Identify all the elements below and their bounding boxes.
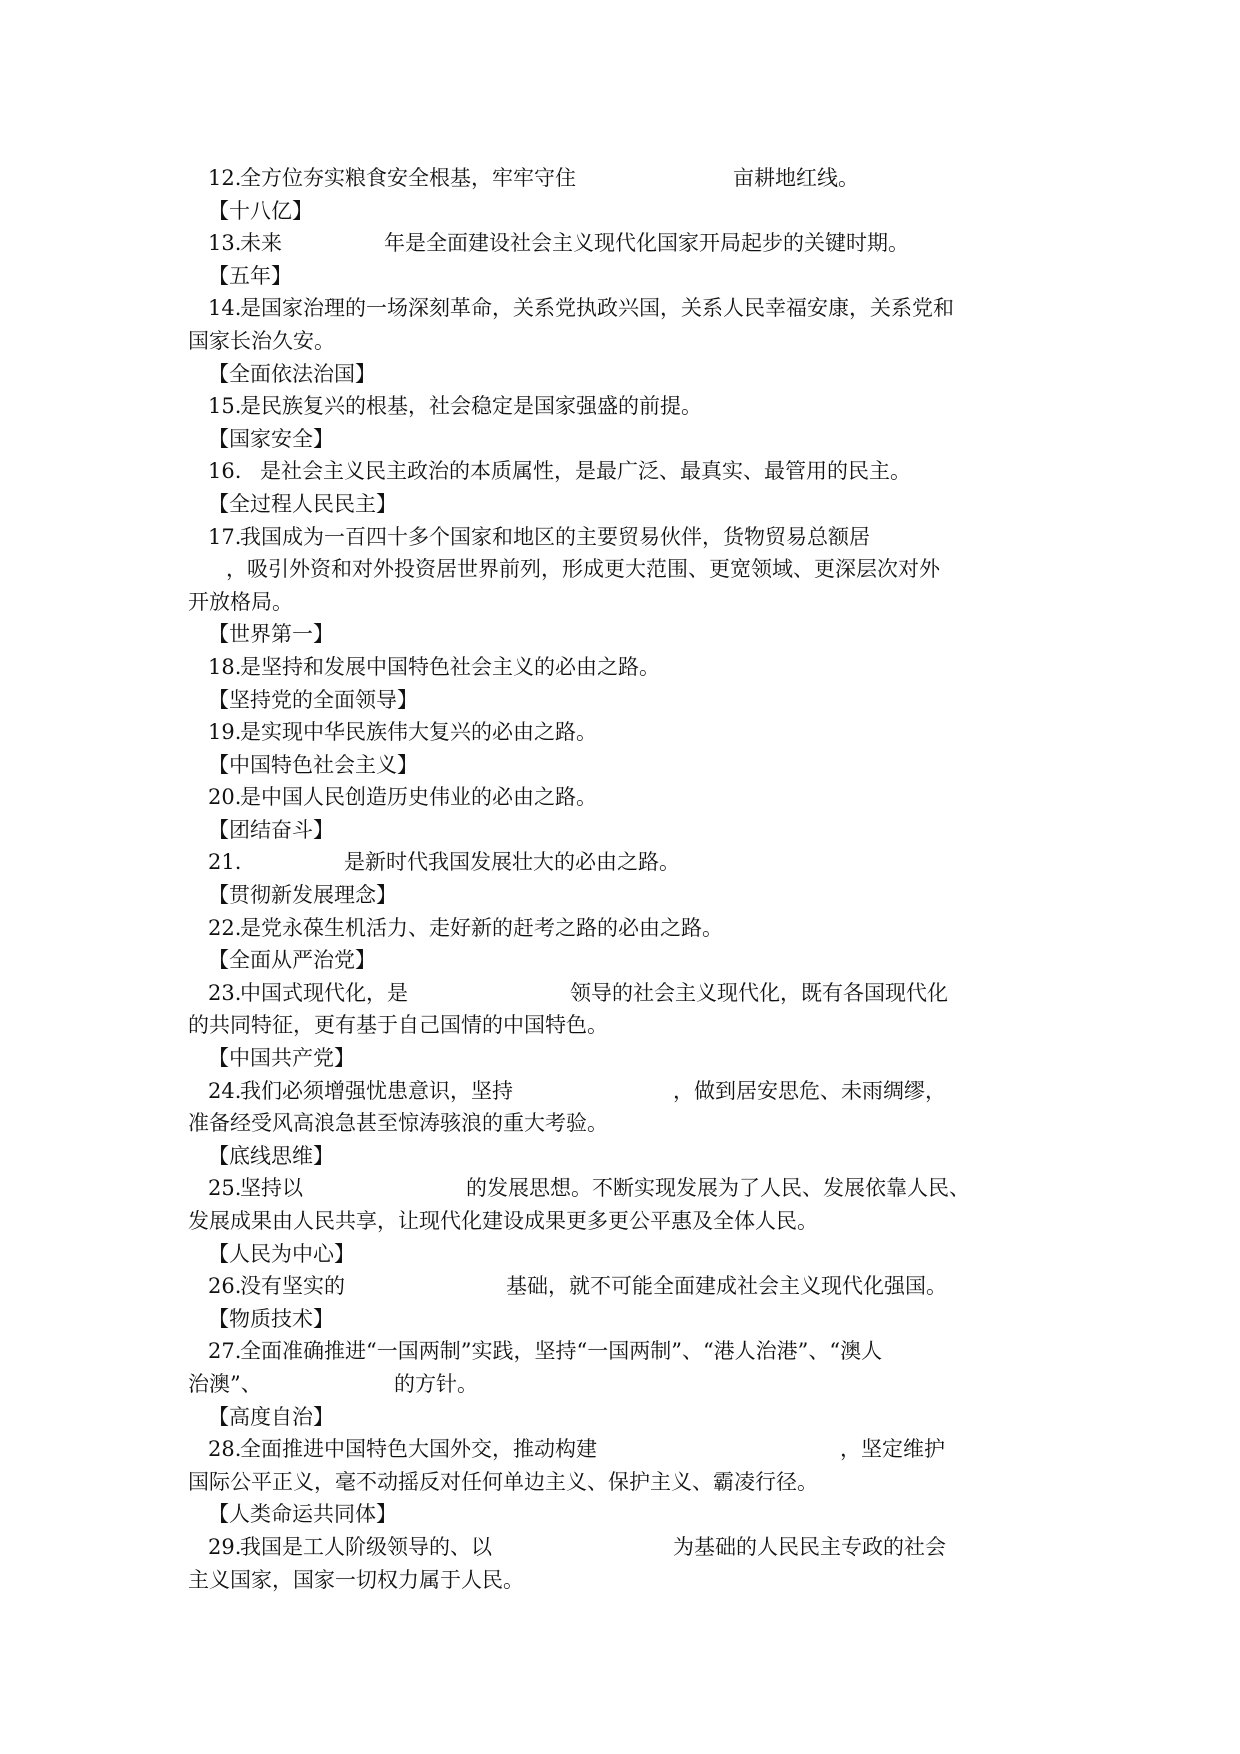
question-number: 26.	[208, 1274, 242, 1299]
question-25-line-1	[188, 1172, 1073, 1205]
answer-text: 【中国特色社会主义】	[208, 752, 418, 777]
answer-18	[188, 684, 1073, 717]
question-text: 全面准确推进“一国两制”实践，坚持“一国两制”、“港人治港”、“澳人	[240, 1339, 883, 1364]
answer-22	[188, 944, 1073, 977]
answer-17	[188, 618, 1073, 651]
answer-21	[188, 879, 1073, 912]
answer-text: 【贯彻新发展理念】	[208, 883, 397, 908]
question-text: 是党永葆生机活力、走好新的赶考之路的必由之路。	[240, 915, 723, 940]
answer-text: 【坚持党的全面领导】	[208, 687, 418, 712]
question-21-line-1	[188, 846, 1073, 879]
question-17-line-1	[188, 521, 1073, 554]
question-29-line-1	[188, 1531, 1073, 1564]
question-27-line-1	[188, 1335, 1073, 1368]
question-text: 年是全面建设社会主义现代化国家开局起步的关键时期。	[384, 231, 909, 256]
question-number: 16.	[208, 459, 242, 484]
question-24-line-1	[188, 1075, 1073, 1108]
answer-text: 【全面从严治党】	[208, 948, 376, 973]
question-number: 24.	[208, 1078, 242, 1103]
answer-text: 【底线思维】	[208, 1143, 334, 1168]
question-19-line-1	[188, 716, 1073, 749]
answer-text: 【人类命运共同体】	[208, 1502, 397, 1527]
answer-text: 【国家安全】	[208, 426, 334, 451]
question-20-line-1	[188, 781, 1073, 814]
answer-19	[188, 749, 1073, 782]
question-text: ，吸引外资和对外投资居世界前列，形成更大范围、更宽领域、更深层次对外	[226, 557, 940, 582]
question-22-line-1	[188, 912, 1073, 945]
question-text: 是中国人民创造历史伟业的必由之路。	[240, 785, 597, 810]
answer-12	[188, 195, 1073, 228]
answer-text: 【五年】	[208, 263, 292, 288]
question-number: 17.	[208, 524, 242, 549]
question-text: 国际公平正义，毫不动摇反对任何单边主义、保护主义、霸凌行径。	[188, 1469, 818, 1494]
question-list	[188, 162, 1073, 1596]
question-23-line-2	[188, 1009, 1073, 1042]
answer-text: 【全面依法治国】	[208, 361, 376, 386]
question-number: 27.	[208, 1339, 242, 1364]
question-text: 是国家治理的一场深刻革命，关系党执政兴国，关系人民幸福安康，关系党和	[240, 296, 954, 321]
answer-20	[188, 814, 1073, 847]
question-text: 基础，就不可能全面建成社会主义现代化强国。	[506, 1274, 947, 1299]
question-text: 没有坚实的	[240, 1274, 345, 1299]
question-number: 14.	[208, 296, 242, 321]
question-text: 为基础的人民民主专政的社会	[673, 1534, 946, 1559]
question-number: 28.	[208, 1437, 242, 1462]
question-text: 是坚持和发展中国特色社会主义的必由之路。	[240, 654, 660, 679]
question-text: 全方位夯实粮食安全根基，牢牢守住	[240, 166, 576, 190]
question-text: 我国是工人阶级领导的、以	[240, 1534, 492, 1559]
answer-15	[188, 423, 1073, 456]
question-number: 13.	[208, 231, 242, 256]
answer-text: 【世界第一】	[208, 622, 334, 647]
question-text: 是社会主义民主政治的本质属性，是最广泛、最真实、最管用的民主。	[260, 459, 911, 484]
question-number: 29.	[208, 1534, 242, 1559]
question-text: 未来	[240, 231, 282, 256]
question-text: 的方针。	[394, 1371, 478, 1396]
question-25-line-2	[188, 1205, 1073, 1238]
question-text: ，做到居安思危、未雨绸缪，	[673, 1078, 946, 1103]
answer-13	[188, 260, 1073, 293]
question-29-line-2	[188, 1564, 1073, 1597]
question-text: 准备经受风高浪急甚至惊涛骇浪的重大考验。	[188, 1111, 608, 1136]
question-12-line-1	[188, 162, 1073, 195]
question-14-line-1	[188, 292, 1073, 325]
question-text: 开放格局。	[188, 589, 293, 614]
answer-23	[188, 1042, 1073, 1075]
question-text: 是民族复兴的根基，社会稳定是国家强盛的前提。	[240, 394, 702, 419]
answer-text: 【全过程人民民主】	[208, 491, 397, 516]
question-14-line-2	[188, 325, 1073, 358]
question-text: 主义国家，国家一切权力属于人民。	[188, 1567, 524, 1592]
answer-text: 【十八亿】	[208, 198, 313, 223]
question-text: 我们必须增强忧患意识，坚持	[240, 1078, 513, 1103]
question-text: 的发展思想。不断实现发展为了人民、发展依靠人民、	[466, 1176, 970, 1201]
question-number: 22.	[208, 915, 242, 940]
question-27-line-2	[188, 1368, 1073, 1401]
question-number: 23.	[208, 980, 242, 1005]
question-number: 21.	[208, 850, 242, 875]
answer-16	[188, 488, 1073, 521]
question-text: 的共同特征，更有基于自己国情的中国特色。	[188, 1013, 608, 1038]
question-text: 是实现中华民族伟大复兴的必由之路。	[240, 720, 597, 745]
question-18-line-1	[188, 651, 1073, 684]
question-26-line-1	[188, 1270, 1073, 1303]
question-number: 12.	[208, 166, 242, 190]
question-text: 发展成果由人民共享，让现代化建设成果更多更公平惠及全体人民。	[188, 1209, 818, 1233]
question-17-line-3	[188, 586, 1073, 619]
question-text: ，坚定维护	[840, 1437, 945, 1462]
question-23-line-1	[188, 977, 1073, 1010]
question-17-line-2	[188, 553, 1073, 586]
question-text: 我国成为一百四十多个国家和地区的主要贸易伙伴，货物贸易总额居	[240, 524, 870, 549]
question-16-line-1	[188, 455, 1073, 488]
question-13-line-1	[188, 227, 1073, 260]
answer-25	[188, 1238, 1073, 1271]
question-text: 亩耕地红线。	[733, 166, 859, 190]
answer-28	[188, 1498, 1073, 1531]
answer-text: 【中国共产党】	[208, 1046, 355, 1071]
answer-text: 【团结奋斗】	[208, 817, 334, 842]
question-text: 治澳”、	[188, 1371, 262, 1396]
answer-24	[188, 1140, 1073, 1173]
answer-text: 【人民为中心】	[208, 1241, 355, 1266]
answer-text: 【物质技术】	[208, 1306, 334, 1331]
question-number: 15.	[208, 394, 242, 419]
answer-27	[188, 1401, 1073, 1434]
question-number: 25.	[208, 1176, 242, 1201]
answer-text: 【高度自治】	[208, 1404, 334, 1429]
question-text: 是新时代我国发展壮大的必由之路。	[344, 850, 680, 875]
question-text: 坚持以	[240, 1176, 303, 1201]
question-text: 全面推进中国特色大国外交，推动构建	[240, 1437, 597, 1462]
question-text: 国家长治久安。	[188, 328, 335, 353]
question-text: 领导的社会主义现代化，既有各国现代化	[570, 980, 948, 1005]
question-28-line-2	[188, 1466, 1073, 1499]
answer-26	[188, 1303, 1073, 1336]
question-text: 中国式现代化，是	[240, 980, 408, 1005]
question-24-line-2	[188, 1107, 1073, 1140]
question-number: 20.	[208, 785, 242, 810]
question-28-line-1	[188, 1433, 1073, 1466]
question-number: 18.	[208, 654, 242, 679]
answer-14	[188, 358, 1073, 391]
question-15-line-1	[188, 390, 1073, 423]
question-number: 19.	[208, 720, 242, 745]
